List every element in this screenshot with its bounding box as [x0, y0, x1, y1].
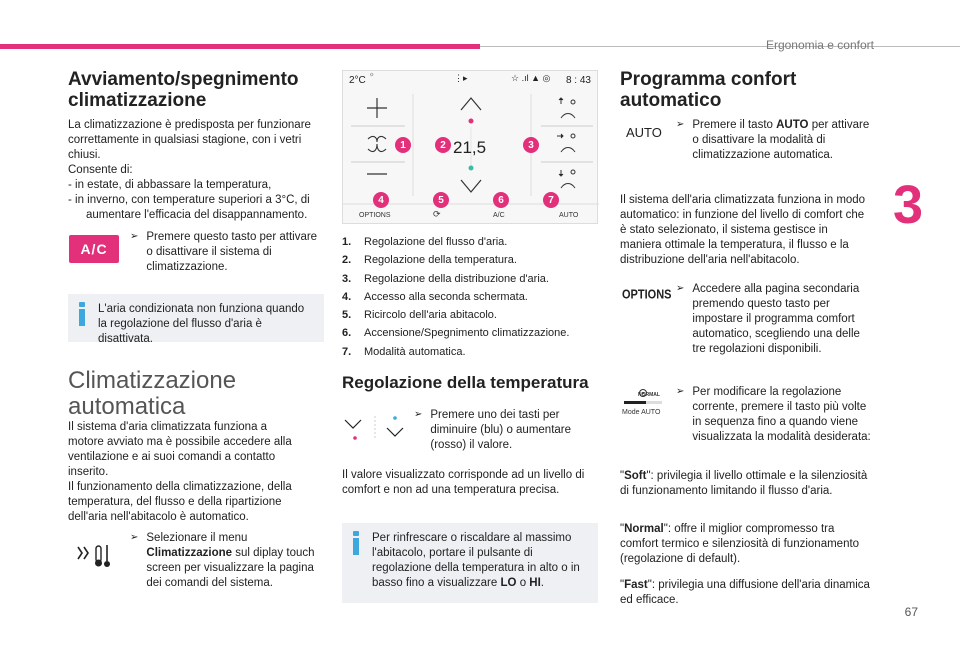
intro-line: chiusi.: [68, 148, 101, 161]
arrow-bullet-icon: ➢: [676, 283, 685, 294]
screen-status-bar: [343, 71, 597, 88]
callout-badge: 6: [493, 192, 509, 208]
info-lo: LO: [500, 576, 517, 589]
signal-icons: ☆ .ıl ▲ ◎: [511, 73, 551, 83]
temperature-buttons-icon: [343, 412, 407, 444]
intro-line: Consente di:: [68, 163, 133, 176]
callout-legend: [342, 235, 602, 363]
auto-line: motore avviato ma è possibile accedere alla: [68, 435, 292, 448]
auto-instruction-pre: Premere il tasto: [692, 119, 773, 131]
auto-key-icon: AUTO: [626, 125, 662, 140]
header-divider: [480, 46, 960, 47]
mode-instruction-text: Per modificare la regolazione corrente, premere il tasto più volte in sequenza fino a quando viene visualizzata la modalità desiderata:: [692, 386, 871, 443]
header-accent-bar: [0, 44, 480, 49]
menu-instruction: [130, 531, 326, 591]
fast-mode-text: "Fast": privilegia una diffusione dell'aria dinamica ed efficace.: [620, 579, 870, 606]
auto-description: Il sistema dell'aria climatizzata funziona in modo automatico: in funzione del livello di comfort che è stato selezionato, il sistema gestisce in maniera ottimale la temperatura, il flusso e la distribuzione dell'aria nell'abitacolo.: [620, 194, 866, 266]
menu-instruction-bold: Climatizzazione: [146, 546, 233, 559]
info-hi: HI: [529, 576, 541, 589]
menu-instruction-pre: Selezionare il menu: [146, 532, 248, 544]
callout-badge: 7: [543, 192, 559, 208]
info-box-temperature: [342, 523, 598, 603]
heading-temperature: Regolazione della temperatura: [342, 373, 589, 392]
auto-climate-text: [68, 420, 330, 525]
temperature-note: Il valore visualizzato corrisponde ad un livello di comfort e non ad una temperatura precisa.: [342, 469, 585, 496]
section-title: Ergonomia e confort: [765, 38, 874, 52]
intro-line: La climatizzazione è predisposta per funzionare: [68, 119, 311, 131]
auto-instruction-post: per attivare o disattivare la modalità di climatizzazione automatica.: [692, 119, 870, 161]
intro-line: aumentare l'efficacia del disappannamento.: [86, 208, 308, 221]
ac-instruction-text: Premere questo tasto per attivare o disattivare il sistema di climatizzazione.: [146, 231, 318, 273]
legend-item: 4. Accesso alla seconda schermata.: [342, 290, 528, 303]
legend-item: 6. Accensione/Spegnimento climatizzazione.: [342, 327, 570, 340]
intro-line: correttamente in qualsiasi stagione, con i vetri: [68, 133, 302, 146]
callout-badge: 4: [373, 192, 389, 208]
ac-instruction: [130, 230, 326, 275]
mode-icon-caption: Mode AUTO: [622, 409, 661, 416]
legend-item: 5. Ricircolo dell'aria abitacolo.: [342, 309, 497, 322]
auto-line: Il sistema d'aria climatizzata funziona a: [68, 421, 268, 433]
callout-badge: 5: [433, 192, 449, 208]
callout-badge: 2: [435, 137, 451, 153]
intro-line: - in estate, di abbassare la temperatura,: [68, 178, 272, 191]
intro-line: - in inverno, con temperature superiori a 3°C, di: [68, 193, 310, 206]
temperature-instruction-text: Premere uno dei tasti per diminuire (blu) o aumentare (rosso) il valore.: [430, 409, 572, 451]
arrow-bullet-icon: ➢: [676, 119, 685, 130]
climate-screen-illustration: [342, 70, 598, 224]
auto-label: AUTO: [559, 212, 579, 219]
callout-badge: 1: [395, 137, 411, 153]
auto-line: Il funzionamento della climatizzazione, della: [68, 480, 292, 493]
auto-line: dell'aria nell'abitacolo è automatico.: [68, 510, 249, 523]
info-text: L'aria condizionata non funziona quando la regolazione del flusso d'aria è disattivata.: [98, 303, 305, 345]
normal-mode-text: "Normal": offre il miglior compromesso tra comfort termico e silenziosità di funzionamento (regolazione di default).: [620, 523, 860, 565]
auto-line: ventilazione e ai suoi comandi a contatto: [68, 450, 276, 463]
media-icon: ⋮▸: [454, 73, 468, 83]
info-icon: [78, 302, 86, 326]
heading-ac-onoff: Avviamento/spegnimento climatizzazione: [68, 69, 299, 111]
sun-icon: ☼: [369, 72, 375, 78]
temperature-value: 21,5: [453, 138, 487, 157]
legend-item: 1. Regolazione del flusso d'aria.: [342, 236, 508, 248]
chapter-number: 3: [893, 175, 924, 235]
arrow-bullet-icon: ➢: [414, 409, 423, 420]
heading-auto-climate: Climatizzazione automatica: [68, 367, 237, 421]
info-text-pre: Per rinfrescare o riscaldare al massimo l'abitacolo, portare il pulsante di regolazione della temperatura in alto o in basso fino a visualizzare: [372, 532, 580, 589]
callout-badge: 3: [523, 137, 539, 153]
ac-button-icon: A/C: [69, 235, 119, 263]
ac-intro-text: [68, 118, 330, 223]
auto-line: temperatura, del flusso e della ripartizione: [68, 495, 282, 508]
options-instruction: [676, 282, 872, 357]
info-icon: [352, 531, 360, 555]
arrow-bullet-icon: ➢: [130, 532, 139, 543]
options-label: OPTIONS: [359, 212, 391, 219]
legend-item: 2. Regolazione della temperatura.: [342, 254, 517, 267]
clock: 8 : 43: [565, 75, 591, 86]
page-number: 67: [904, 605, 918, 619]
legend-item: 7. Modalità automatica.: [342, 345, 466, 358]
ac-label: A/C: [493, 212, 505, 219]
options-instruction-text: Accedere alla pagina secondaria premendo questo tasto per impostare il programma comfort automatico, scegliendo una delle tre regolazioni disponibili.: [692, 283, 860, 355]
mode-instruction: [676, 385, 872, 445]
soft-mode-text: "Soft": privilegia il livello ottimale e la silenziosità di funzionamento limitando il flusso d'aria.: [620, 470, 868, 497]
info-or: o: [519, 576, 527, 589]
info-box-ac: [68, 294, 324, 345]
recirculation-icon: ⟳: [433, 209, 441, 219]
arrow-bullet-icon: ➢: [676, 386, 685, 397]
menu-instruction-post: sul diplay touch screen per visualizzare la pagina dei comandi del sistema.: [146, 546, 315, 589]
info-end: .: [540, 576, 544, 589]
auto-line: inserito.: [68, 465, 109, 478]
outside-temperature: 2°C: [349, 75, 366, 86]
mode-icon-label: NORMAL: [638, 392, 660, 398]
options-key-icon: OPTIONS: [622, 287, 672, 303]
mode-level-fill: [624, 401, 646, 404]
arrow-bullet-icon: ➢: [130, 231, 139, 242]
temperature-instruction: [414, 408, 598, 453]
heading-auto-program: Programma confort automatico: [620, 69, 797, 111]
mode-auto-icon: [622, 388, 664, 420]
auto-instruction-bold: AUTO: [776, 119, 809, 131]
climate-menu-icon: [74, 543, 120, 569]
legend-item: 3. Regolazione della distribuzione d'aria.: [342, 272, 549, 285]
auto-instruction: [676, 118, 872, 163]
